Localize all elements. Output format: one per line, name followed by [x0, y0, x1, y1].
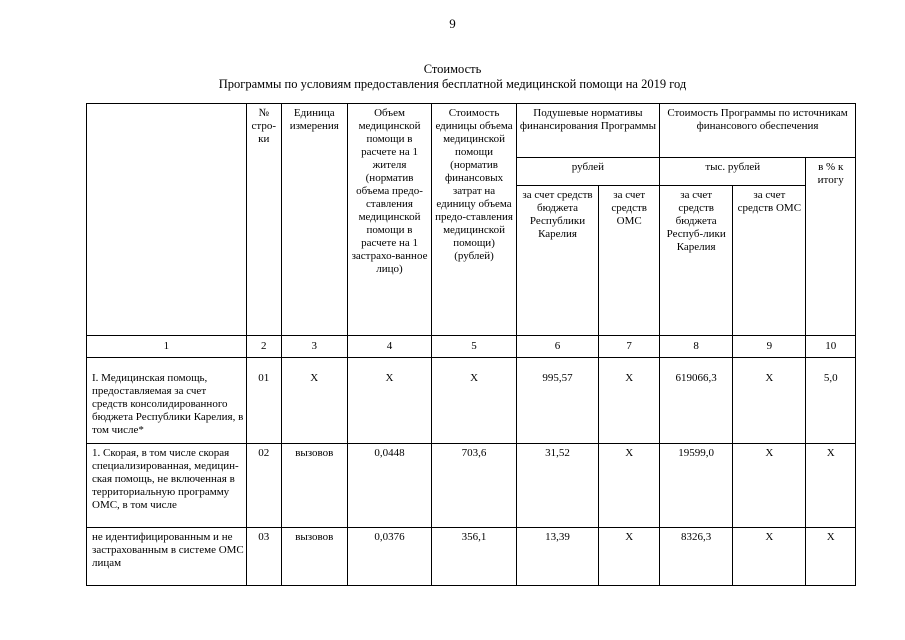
header-percent-total: в % к итогу	[806, 158, 856, 336]
row-volume: 0,0448	[347, 444, 432, 528]
row-per-capita-budget: 31,52	[516, 444, 598, 528]
column-number: 5	[432, 336, 517, 358]
header-unit-cost: Стоимость единицы объема медицинской помощи (норматив финансовых затрат на единицу объема предо-ставления медицинской помощи) (рублей)	[432, 104, 517, 336]
column-number-row	[87, 336, 856, 358]
row-volume: Х	[347, 358, 432, 444]
row-per-capita-oms: Х	[599, 528, 660, 586]
row-percent: Х	[806, 528, 856, 586]
table-row	[87, 528, 856, 586]
header-thousand-rubles: тыс. рублей	[660, 158, 806, 186]
row-cost-oms: Х	[733, 528, 806, 586]
row-code: 03	[246, 528, 281, 586]
row-per-capita-budget: 995,57	[516, 358, 598, 444]
row-name: 1. Скорая, в том числе скорая специализированная, медицин-ская помощь, не включенная в территориальную программу ОМС, в том числе	[87, 444, 247, 528]
row-cost-oms: Х	[733, 358, 806, 444]
title-line-1: Стоимость	[423, 62, 482, 76]
header-budget-rk-hyph: за счет средств бюджета Респуб-лики Карелия	[660, 186, 733, 336]
row-percent: 5,0	[806, 358, 856, 444]
header-name-empty	[87, 104, 247, 336]
cost-table	[86, 103, 856, 586]
row-volume: 0,0376	[347, 528, 432, 586]
header-oms: за счет средств ОМС	[599, 186, 660, 336]
column-number: 4	[347, 336, 432, 358]
header-oms-2: за счет средств ОМС	[733, 186, 806, 336]
header-unit: Единица измерения	[281, 104, 347, 336]
column-number: 9	[733, 336, 806, 358]
row-name: I. Медицинская помощь, предоставляемая за счет средств консолидированного бюджета Республики Карелия, в том числе*	[87, 358, 247, 444]
row-per-capita-oms: Х	[599, 444, 660, 528]
header-program-cost: Стоимость Программы по источникам финансового обеспечения	[660, 104, 856, 158]
column-number: 3	[281, 336, 347, 358]
row-cost-budget: 19599,0	[660, 444, 733, 528]
header-volume: Объем медицинской помощи в расчете на 1 жителя (норматив объема предо-ставления медицинской помощи в расчете на 1 застрахо-ванное лицо)	[347, 104, 432, 336]
title-line-2: Программы по условиям предоставления бесплатной медицинской помощи на 2019 год	[218, 77, 687, 91]
header-per-capita: Подушевые нормативы финансирования Программы	[516, 104, 659, 158]
row-per-capita-oms: Х	[599, 358, 660, 444]
column-number: 7	[599, 336, 660, 358]
row-per-capita-budget: 13,39	[516, 528, 598, 586]
page-number: 9	[449, 16, 456, 31]
header-row-no: № стро-ки	[246, 104, 281, 336]
column-number: 6	[516, 336, 598, 358]
row-unit-cost: 356,1	[432, 528, 517, 586]
row-code: 02	[246, 444, 281, 528]
column-number: 1	[87, 336, 247, 358]
row-name: не идентифицированным и не застрахованным в системе ОМС лицам	[87, 528, 247, 586]
table-row	[87, 444, 856, 528]
column-number: 8	[660, 336, 733, 358]
column-number: 2	[246, 336, 281, 358]
row-unit-cost: 703,6	[432, 444, 517, 528]
column-number: 10	[806, 336, 856, 358]
row-unit: вызовов	[281, 444, 347, 528]
row-unit: Х	[281, 358, 347, 444]
row-unit: вызовов	[281, 528, 347, 586]
table-row	[87, 358, 856, 444]
row-code: 01	[246, 358, 281, 444]
row-unit-cost: Х	[432, 358, 517, 444]
header-budget-rk: за счет средств бюджета Республики Карелия	[516, 186, 598, 336]
row-percent: Х	[806, 444, 856, 528]
row-cost-oms: Х	[733, 444, 806, 528]
header-rubles: рублей	[516, 158, 659, 186]
row-cost-budget: 619066,3	[660, 358, 733, 444]
document-title	[0, 62, 905, 92]
row-cost-budget: 8326,3	[660, 528, 733, 586]
